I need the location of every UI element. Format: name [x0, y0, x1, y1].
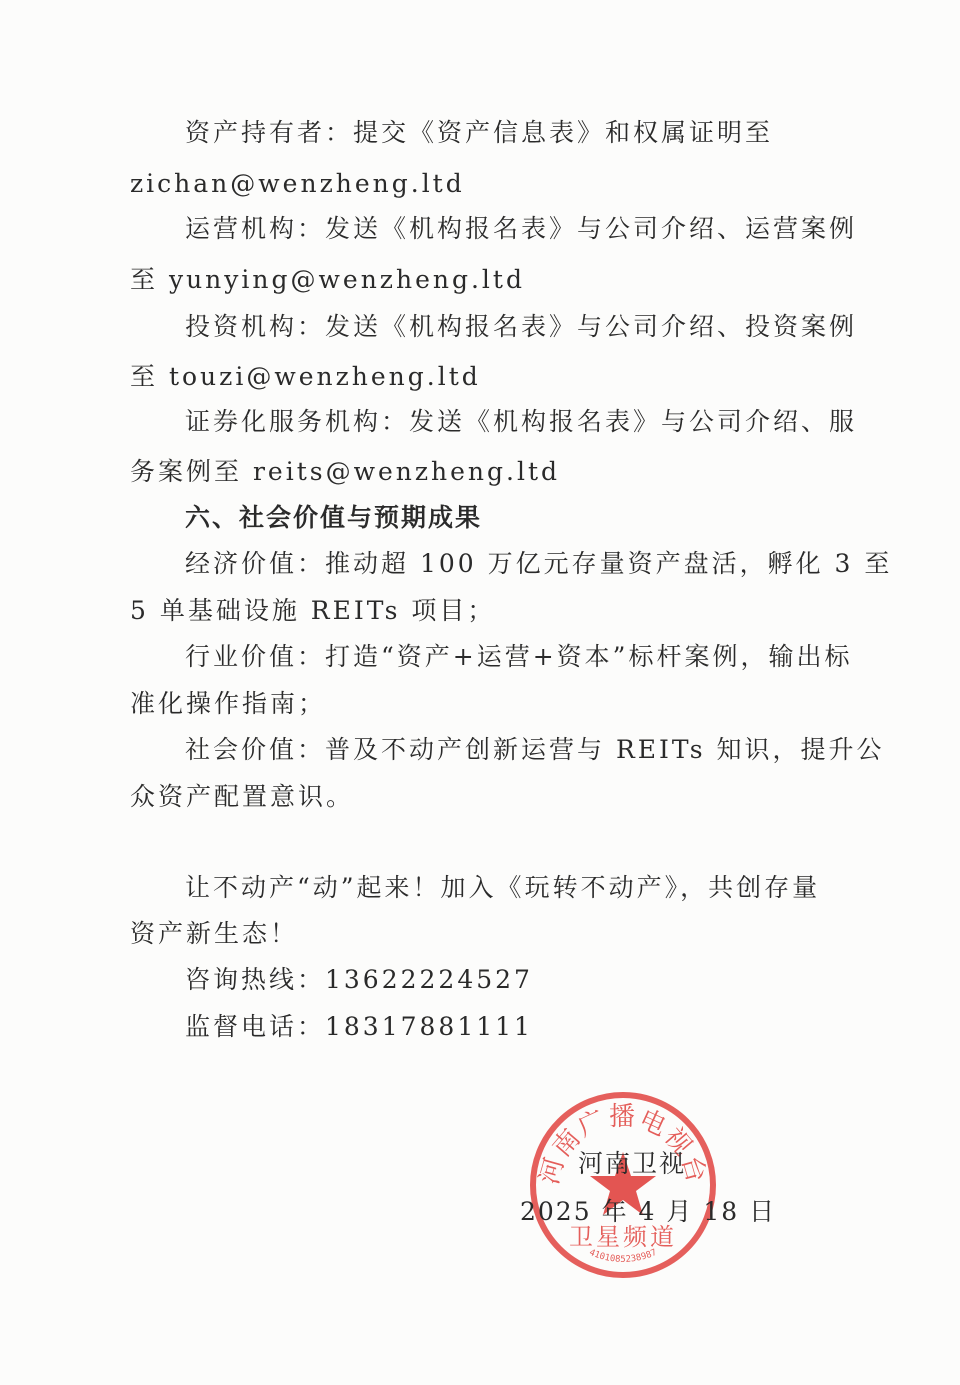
- text-line-social-value: 社会价值：普及不动产创新运营与 REITs 知识，提升公: [185, 735, 885, 764]
- text-line-economic-value: 经济价值：推动超 100 万亿元存量资产盘活，孵化 3 至: [185, 549, 893, 578]
- text-line-economic-value-cont: 5 单基础设施 REITs 项目；: [130, 596, 496, 625]
- contact-supervision: 监督电话：18317881111: [185, 1012, 533, 1041]
- text-line-investor-email: 至 touzi@wenzheng.ltd: [130, 362, 481, 391]
- section-heading: 六、社会价值与预期成果: [185, 503, 483, 532]
- text-line-operator: 运营机构：发送《机构报名表》与公司介绍、运营案例: [185, 214, 858, 243]
- text-line-asset-holder: 资产持有者：提交《资产信息表》和权属证明至: [185, 118, 774, 147]
- text-line-social-value-cont: 众资产配置意识。: [130, 782, 355, 811]
- seal-serial: 4101085238987: [587, 1247, 659, 1265]
- signature-date: 2025 年 4 月 18 日: [520, 1197, 777, 1226]
- text-line-closing-cont: 资产新生态！: [130, 919, 299, 948]
- text-line-closing: 让不动产“动”起来！加入《玩转不动产》，共创存量: [185, 873, 821, 902]
- seal-top-text: 河南广播电视台: [534, 1102, 712, 1188]
- text-line-investor: 投资机构：发送《机构报名表》与公司介绍、投资案例: [185, 312, 858, 341]
- text-line-asset-email: zichan@wenzheng.ltd: [130, 169, 465, 198]
- text-line-industry-value-cont: 准化操作指南；: [130, 689, 327, 718]
- contact-hotline: 咨询热线：13622224527: [185, 965, 533, 994]
- text-line-securitization: 证券化服务机构：发送《机构报名表》与公司介绍、服: [185, 407, 858, 436]
- text-line-operator-email: 至 yunying@wenzheng.ltd: [130, 265, 525, 294]
- official-seal-icon: [528, 1090, 718, 1280]
- text-line-securitization-email: 务案例至 reits@wenzheng.ltd: [130, 457, 561, 486]
- seal-bottom-text: 卫星频道: [569, 1223, 677, 1251]
- signature-org: 河南卫视: [578, 1149, 687, 1178]
- text-line-industry-value: 行业价值：打造“资产+运营+资本”标杆案例，输出标: [185, 642, 853, 671]
